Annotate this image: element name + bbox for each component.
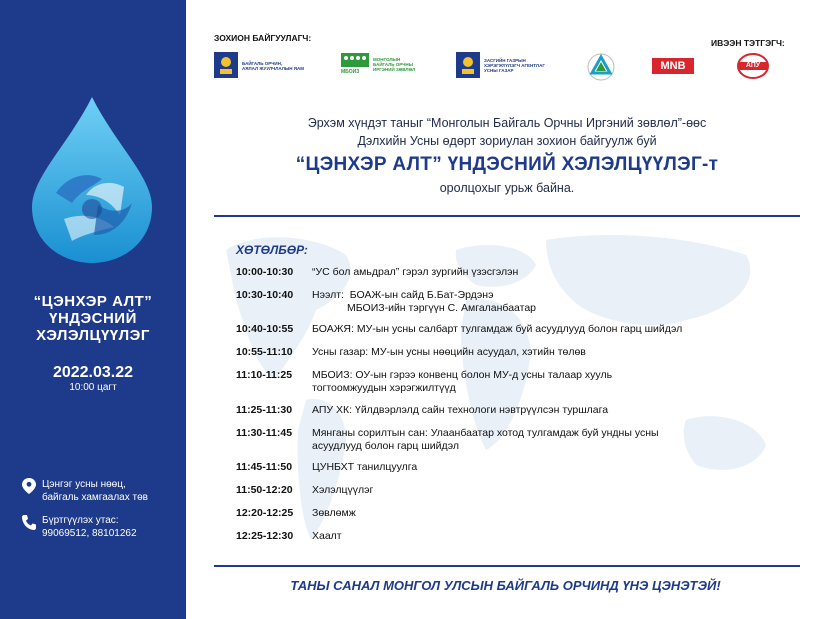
divider xyxy=(214,215,800,217)
apu-logo xyxy=(736,52,770,80)
location-line: байгаль хамгаалах төв xyxy=(42,492,148,503)
program-time: 11:25-11:30 xyxy=(236,404,293,416)
mboiz-logo xyxy=(341,50,431,84)
phone-numbers[interactable]: 99069512, 88101262 xyxy=(42,528,137,539)
logo-text-line: ХЭРЭГЖҮҮЛЭГЧ АГЕНТЛАГ xyxy=(484,63,545,68)
program-description xyxy=(312,484,782,497)
program-description-line: АПУ ХК: Үйлдвэрлэлд сайн технологи нэвтрүүлсэн туршлага xyxy=(312,404,609,416)
program-description-line: Нээлт: БОАЖ-ын сайд Б.Бат-Эрдэнэ xyxy=(312,289,494,301)
program-description-line: Хаалт xyxy=(312,530,342,542)
program-description xyxy=(312,289,782,314)
logo-text-line: АЯЛАЛ ЖУУЛЧЛАЛЫН ЯАМ xyxy=(242,66,305,71)
program-description-line: БОАЖЯ: МУ-ын усны салбарт тулгамдаж буй асуудлууд болон гарц шийдэл xyxy=(312,323,683,335)
logo-text-line: БАЙГАЛЬ ОРЧИН, xyxy=(242,61,283,66)
water-drop-hands-icon xyxy=(28,95,156,265)
headline: “ЦЭНХЭР АЛТ” ҮНДЭСНИЙ ХЭЛЭЛЦҮҮЛЭГ-т xyxy=(295,154,719,175)
program-description-line: МБОИЗ-ийн тэргүүн С. Амгаланбаатар xyxy=(312,301,537,314)
water-agency-logo xyxy=(456,50,566,84)
logo-text-line: УСНЫ ГАЗАР xyxy=(484,68,514,73)
sidebar-title-line: ХЭЛЭЛЦҮҮЛЭГ xyxy=(36,327,150,344)
mnb-text: MNB xyxy=(652,58,694,74)
footer-slogan: ТАНЫ САНАЛ МОНГОЛ УЛСЫН БАЙГАЛЬ ОРЧИНД ҮНЭ ЦЭНЭТЭЙ! xyxy=(290,578,721,593)
organizer-label: ЗОХИОН БАЙГУУЛАГЧ: xyxy=(214,33,312,43)
triangle-logo-icon xyxy=(587,50,615,84)
sidebar-title-line: ҮНДЭСНИЙ xyxy=(49,310,137,327)
program-time: 10:40-10:55 xyxy=(236,323,294,335)
event-date: 2022.03.22 xyxy=(52,364,134,381)
program-description xyxy=(312,461,782,474)
logo-text-line: БАЙГАЛЬ ОРЧНЫ xyxy=(373,62,414,67)
water-agency-emblem-icon xyxy=(456,52,480,78)
logo-text-line: ЗАСГИЙН ГАЗРЫН xyxy=(484,58,526,63)
program-description-line: МБОИЗ: ОУ-ын гэрээ конвенц болон МУ-д усны талаар хууль xyxy=(312,369,613,381)
program-description xyxy=(312,427,782,452)
program-time: 11:50-12:20 xyxy=(236,484,293,496)
intro-line: оролцохыг урьж байна. xyxy=(439,181,575,195)
phone-icon xyxy=(22,514,36,530)
sidebar-title xyxy=(0,293,186,344)
sidebar-title-line: “ЦЭНХЭР АЛТ” xyxy=(33,293,153,310)
sidebar xyxy=(0,0,186,619)
program-time: 12:20-12:25 xyxy=(236,507,294,519)
program-description xyxy=(312,266,782,279)
program-description-line: ЦУНБХТ танилцуулга xyxy=(312,461,418,473)
program-description xyxy=(312,346,782,359)
main-content xyxy=(186,0,825,619)
program-description xyxy=(312,507,782,520)
program-description xyxy=(312,323,782,336)
mnb-logo xyxy=(652,58,694,74)
program-description-line: Хэлэлцүүлэг xyxy=(312,484,374,496)
program-description xyxy=(312,404,782,417)
program-description xyxy=(312,530,782,543)
divider xyxy=(214,565,800,567)
location-line: Цэнгэг усны нөөц, xyxy=(42,479,126,490)
logo-text-line: ИРГЭНИЙ ЗӨВЛӨЛ xyxy=(373,67,416,72)
program-description xyxy=(312,369,782,394)
program-description-line: тогтоомжуудын хэрэгжилтүүд xyxy=(312,381,456,394)
program-time: 12:25-12:30 xyxy=(236,530,294,542)
ministry-emblem-icon xyxy=(214,52,238,78)
program-description-line: Усны газар: МУ-ын усны нөөцийн асуудал, хэтийн төлөв xyxy=(312,346,586,358)
event-time: 10:00 цагт xyxy=(69,382,117,393)
program-description-line: асуудлууд болон гарц шийдэл xyxy=(312,439,459,452)
program-description-line: Мянганы сорилтын сан: Улаанбаатар хотод тулгамдаж буй ундны усны xyxy=(312,427,659,439)
location-pin-icon xyxy=(22,478,36,494)
ministry-logo xyxy=(214,50,324,84)
mboiz-short: МБОИЗ xyxy=(341,69,360,75)
program-description-line: “УС бол амьдрал” гэрэл зургийн үзэсгэлэн xyxy=(312,266,519,278)
program-time: 11:45-11:50 xyxy=(236,461,293,473)
supporter-label: ИВЭЭН ТЭТГЭГЧ: xyxy=(711,38,785,48)
phone-label: Бүртгүүлэх утас: xyxy=(42,515,119,526)
logo-text-line: МОНГОЛЫН xyxy=(373,57,401,62)
program-time: 11:30-11:45 xyxy=(236,427,293,439)
intro-line: Эрхэм хүндэт таныг “Монголын Байгаль Орчны Иргэний зөвлөл”-өөс xyxy=(307,116,707,130)
program-time: 11:10-11:25 xyxy=(236,369,293,381)
intro-line: Дэлхийн Усны өдөрт зориулан зохион байгуулж буй xyxy=(357,134,657,148)
apu-text: АПУ xyxy=(745,62,761,69)
program-description-line: Зөвлөмж xyxy=(312,507,356,519)
program-time: 10:55-11:10 xyxy=(236,346,293,358)
program-time: 10:30-10:40 xyxy=(236,289,294,301)
program-heading: ХӨТӨЛБӨР: xyxy=(236,243,308,257)
program-time: 10:00-10:30 xyxy=(236,266,294,278)
